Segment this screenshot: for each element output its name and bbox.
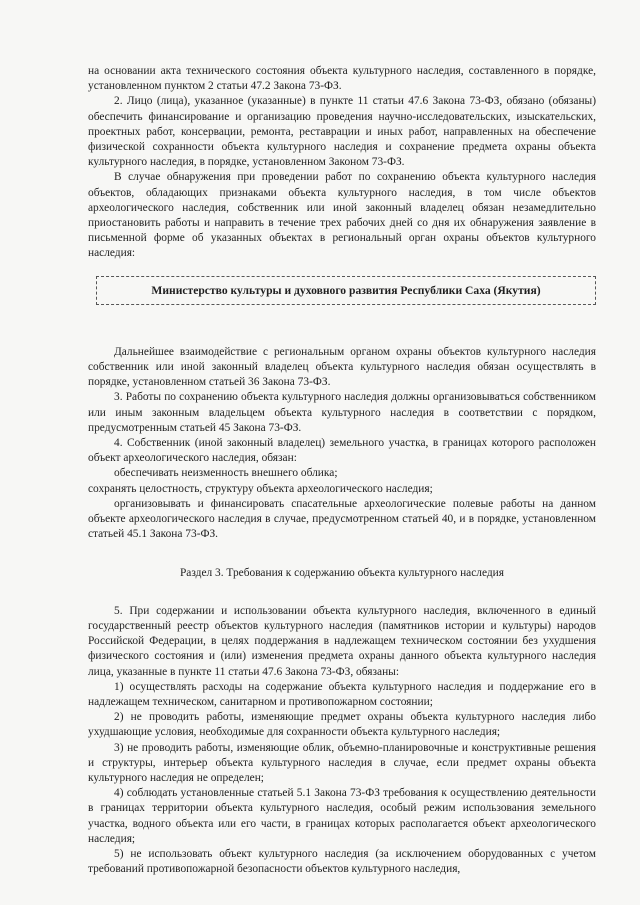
paragraph-14: 4) соблюдать установленные статьей 5.1 Закона 73-ФЗ требования к осуществлению деятельности в границах территории объекта культурного наследия, особый режим использования земельного участка, водного объекта или его части, в границах которых располагается объект археологического наследия; bbox=[88, 787, 596, 845]
paragraph-13: 3) не проводить работы, изменяющие облик, объемно-планировочные и конструктивные решения и структуры, интерьер объекта культурного наследия в случае, если предмет охраны объекта культурного наследия не определен; bbox=[88, 741, 596, 784]
section-heading: Раздел 3. Требования к содержанию объекта культурного наследия bbox=[179, 567, 505, 580]
paragraph-6: 4. Собственник (иной законный владелец) земельного участка, в границах которого расположен объект археологического наследия, обязан: bbox=[88, 437, 596, 465]
paragraph-3: В случае обнаружения при проведении работ по сохранению объекта культурного наследия объектов, обладающих признаками объекта культурного наследия, в том числе объектов археологического наследия, собственник или иной законный владелец обязан незамедлительно приостановить работы и направить в течение трех рабочих дней со дня их обнаружения заявление в письменной форме об указанных объектах в региональный орган охраны объектов культурного наследия: bbox=[88, 171, 596, 260]
paragraph-1: на основании акта технического состояния объекта культурного наследия, составленного в порядке, установленном пунктом 2 статьи 47.2 Закона 73-ФЗ. bbox=[88, 65, 596, 93]
paragraph-10: 5. При содержании и использовании объекта культурного наследия, включенного в единый государственный реестр объектов культурного наследия (памятников истории и культуры) народов Российской Федерации, в целях поддержания в надлежащем техническом состоянии без ухудшения физического состояния и (или) изменения предмета охраны данного объекта культурного наследия лица, указанные в пункте 11 статьи 47.6 Закона 73-ФЗ, обязаны: bbox=[88, 604, 596, 678]
authority-box: Министерство культуры и духовного развития Республики Саха (Якутия) bbox=[96, 276, 596, 305]
paragraph-11: 1) осуществлять расходы на содержание объекта культурного наследия и поддержание его в надлежащем техническом, санитарном и противопожарном состоянии; bbox=[88, 680, 596, 708]
paragraph-5: 3. Работы по сохранению объекта культурного наследия должны организовываться собственником или иным законным владельцем объекта культурного наследия в соответствии с порядком, предусмотренным статьей 45 Закона 73-ФЗ. bbox=[88, 391, 596, 434]
paragraph-15: 5) не использовать объект культурного наследия (за исключением оборудованных с учетом требований противопожарной безопасности объектов культурного наследия, bbox=[88, 847, 596, 876]
paragraph-12: 2) не проводить работы, изменяющие предмет охраны объекта культурного наследия либо ухудшающие условия, необходимые для сохранности объекта культурного наследия; bbox=[88, 711, 596, 739]
paragraph-8: сохранять целостность, структуру объекта археологического наследия; bbox=[88, 482, 433, 495]
paragraph-4: Дальнейшее взаимодействие с региональным органом охраны объектов культурного наследия собственник или иной законный владелец объекта культурного наследия обязан осуществлять в порядке, установленном статьей 36 Закона 73-ФЗ. bbox=[88, 345, 596, 389]
paragraph-2: 2. Лицо (лица), указанное (указанные) в пункте 11 статьи 47.6 Закона 73-ФЗ, обязано (обязаны) обеспечить финансирование и организацию проведения научно-исследовательских, изыскательских, проектных работ, консервации, ремонта, реставрации и иных работ, направленных на обеспечение физической сохранности объекта культурного наследия и сохранение предмета охраны объекта культурного наследия, в порядке, установленном Законом 73-ФЗ. bbox=[88, 95, 596, 169]
paragraph-9: организовывать и финансировать спасательные археологические полевые работы на данном объекте археологического наследия в случае, предусмотренном статьей 40, и в порядке, установленном статьей 45.1 Закона 73-ФЗ. bbox=[88, 497, 596, 541]
paragraph-7: обеспечивать неизменность внешнего облика; bbox=[114, 467, 338, 480]
